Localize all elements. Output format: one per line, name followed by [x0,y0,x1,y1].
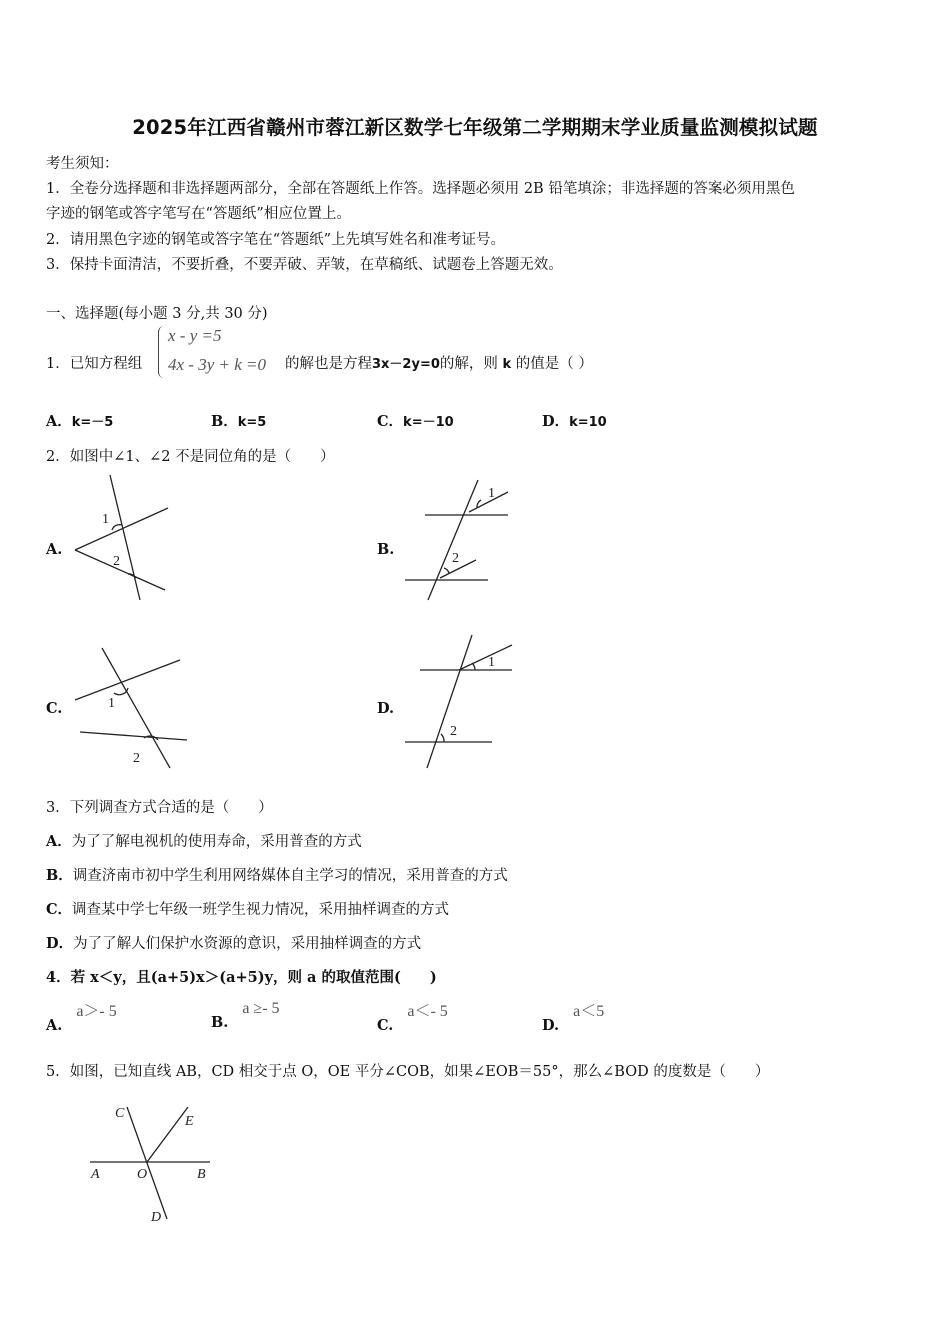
q4-option-a[interactable] [46,998,117,1034]
q3-option-b[interactable] [46,864,508,885]
q2-figure-c [70,640,200,780]
q1-option-c[interactable] [377,410,454,431]
notice-line-1a: 1．全卷分选择题和非选择题两部分，全部在答题纸上作答。选择题必须用 2B 铅笔填涂；非选择题的答案必须用黑色 [46,181,795,197]
option-text: 调查济南市初中学生利用网络媒体自主学习的情况，采用普查的方式 [72,868,508,884]
angle-1-label: 1 [102,512,109,527]
q1-option-b[interactable] [211,410,266,431]
option-text: k=－10 [403,415,454,430]
equation-brace [158,326,167,378]
option-text: a＜5 [573,1003,605,1020]
option-text: k=10 [569,415,607,430]
option-label: A． [46,413,72,430]
q3-option-c[interactable] [46,898,449,919]
q2-figure-a [60,470,180,610]
q2-option-a-label[interactable]: A. [46,541,63,558]
option-text: k=－5 [71,415,114,430]
option-label: B． [46,867,73,884]
angle-1-label: 1 [488,655,495,670]
q4-option-b[interactable] [211,998,280,1031]
q2-option-b-label[interactable]: B. [377,541,395,558]
q1-suffix-c: 的值是（ ） [515,356,593,372]
option-label: A. [46,1017,63,1034]
option-text: a＞- 5 [76,1003,117,1020]
q1-prefix: 1．已知方程组 [46,356,143,372]
notice-line-1b: 字迹的钢笔或答字笔写在“答题纸”相应位置上。 [46,206,351,222]
angle-2-label: 2 [113,554,120,569]
option-label: B. [211,1014,229,1031]
q1-equation-2: 4x - 3y + k =0 [168,355,266,374]
option-label: D． [46,935,74,952]
page-title: 2025年江西省赣州市蓉江新区数学七年级第二学期期末学业质量监测模拟试题 [132,116,818,139]
angle-2-label: 2 [133,751,140,766]
point-o-label: O [137,1167,148,1182]
q2-option-c-label[interactable]: C. [46,700,63,717]
section-heading: 一、选择题(每小题 3 分,共 30 分) [46,306,268,322]
option-label: A． [46,833,72,850]
angle-1-label: 1 [488,486,495,501]
q2-text: 2．如图中∠1、∠2 不是同位角的是（ ） [46,449,335,465]
option-text: 为了了解电视机的使用寿命，采用普查的方式 [71,834,362,850]
option-text: k=5 [237,415,267,430]
q2-figure-b [400,470,530,610]
option-label: C. [377,1017,394,1034]
notice-line-3: 3．保持卡面清洁，不要折叠，不要弄破、弄皱，在草稿纸、试题卷上答题无效。 [46,257,563,273]
option-text: a ≥- 5 [242,1000,280,1017]
q5-text: 5．如图，已知直线 AB，CD 相交于点 O，OE 平分∠COB，如果∠EOB＝55°，那么∠BOD 的度数是（ ） [46,1064,770,1080]
option-label: D. [542,1017,560,1034]
q2-figure-d [400,630,530,775]
point-c-label: C [115,1106,125,1121]
angle-2-label: 2 [450,724,457,739]
option-text: 调查某中学七年级一班学生视力情况，采用抽样调查的方式 [72,902,450,918]
q1-target-equation: 3x－2y=0 [372,357,440,372]
q3-text: 3．下列调查方式合适的是（ ） [46,800,273,816]
q4-option-c[interactable] [377,998,448,1034]
option-label: B． [211,413,238,430]
angle-1-label: 1 [108,696,115,711]
q5-figure [85,1095,225,1230]
point-d-label: D [151,1210,162,1225]
angle-2-label: 2 [452,551,459,566]
option-label: C． [377,413,404,430]
q1-suffix-b: 的解，则 [439,356,498,372]
option-label: D． [542,413,570,430]
q4-text: 4．若 x＜y，且(a+5)x＞(a+5)y，则 a 的取值范围( ) [46,969,437,986]
point-b-label: B [197,1167,206,1182]
point-e-label: E [185,1114,194,1129]
notice-heading: 考生须知： [46,156,119,172]
point-a-label: A [91,1167,100,1182]
q2-option-d-label[interactable]: D. [377,700,395,717]
option-text: a＜- 5 [407,1003,448,1020]
q3-option-a[interactable] [46,830,362,851]
q1-suffix-a: 的解也是方程 [285,356,372,372]
q1-suffix [285,352,593,373]
q1-option-d[interactable] [542,410,607,431]
q1-option-a[interactable] [46,410,113,431]
q3-option-d[interactable] [46,932,421,953]
notice-line-2: 2．请用黑色字迹的钢笔或答字笔在“答题纸”上先填写姓名和准考证号。 [46,232,506,248]
q1-k: k [502,357,512,372]
q1-equation-1: x - y =5 [168,326,222,345]
option-text: 为了了解人们保护水资源的意识，采用抽样调查的方式 [73,936,422,952]
option-label: C． [46,901,73,918]
q4-option-d[interactable] [542,998,605,1034]
